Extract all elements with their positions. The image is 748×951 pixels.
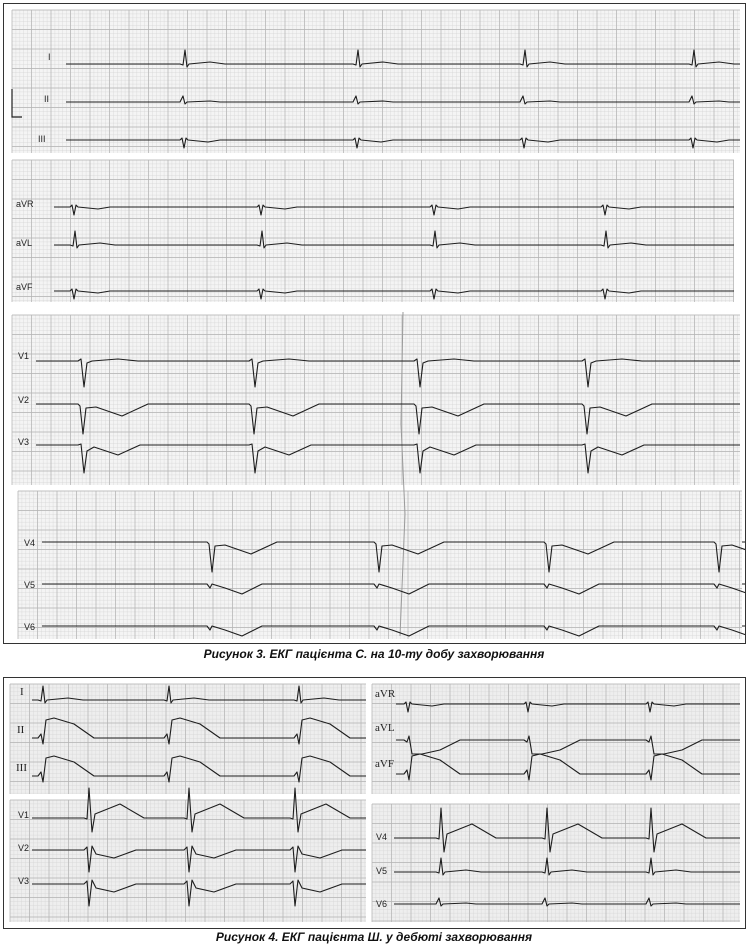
lead-label-II: II (44, 94, 50, 104)
lead-label-aVL: aVL (375, 722, 395, 734)
lead-label-aVR: aVR (16, 199, 34, 209)
figure-4-ecg-tracings (4, 678, 745, 928)
lead-label-V4: V4 (24, 538, 36, 548)
lead-label-aVR: aVR (375, 688, 396, 700)
lead-label-V2: V2 (18, 843, 30, 853)
lead-label-aVF: aVF (375, 758, 394, 770)
lead-label-II: II (17, 724, 25, 736)
lead-label-V1: V1 (18, 810, 30, 820)
lead-label-V6: V6 (376, 899, 388, 909)
figure-4-caption: Рисунок 4. ЕКГ пацієнта Ш. у дебюті захворювання (215, 930, 533, 944)
figure-3-caption: Рисунок 3. ЕКГ пацієнта С. на 10-ту добу захворювання (203, 647, 545, 661)
lead-label-III: III (16, 762, 27, 774)
lead-label-V3: V3 (18, 437, 30, 447)
lead-label-V1: V1 (18, 351, 30, 361)
lead-label-V4: V4 (376, 832, 388, 842)
figure-3-ecg-tracings (4, 4, 745, 643)
lead-label-V2: V2 (18, 395, 30, 405)
lead-label-V3: V3 (18, 876, 30, 886)
lead-label-V5: V5 (24, 580, 36, 590)
lead-label-III: III (38, 134, 46, 144)
lead-label-aVF: aVF (16, 282, 33, 292)
figure-3-ecg (3, 3, 746, 644)
lead-label-aVL: aVL (16, 238, 33, 248)
lead-label-I: I (20, 686, 24, 698)
lead-label-V6: V6 (24, 622, 36, 632)
lead-label-I: I (48, 52, 51, 62)
lead-label-V5: V5 (376, 866, 388, 876)
figure-4-ecg (3, 677, 746, 929)
